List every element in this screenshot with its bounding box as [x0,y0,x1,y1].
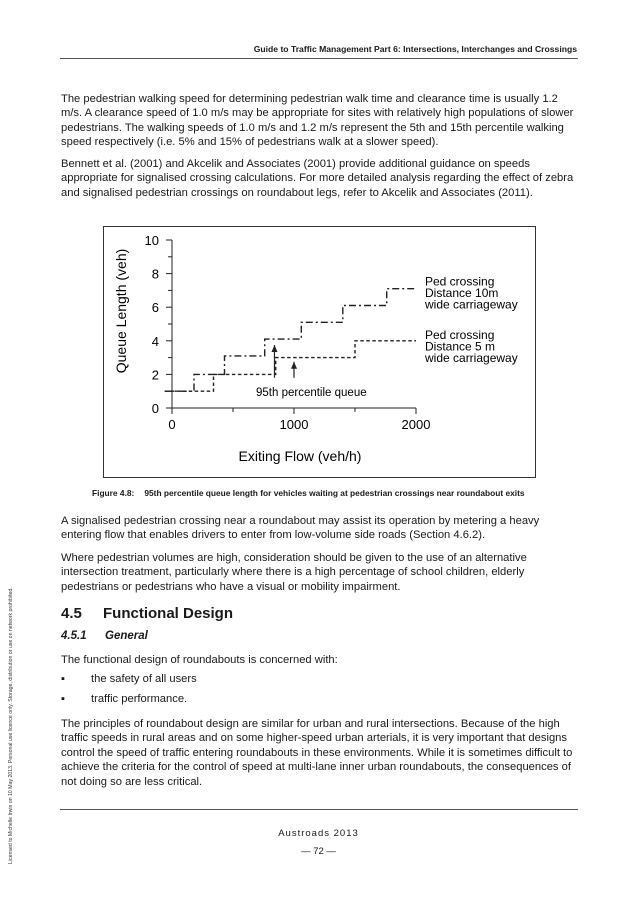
y-tick-label: 2 [151,367,159,383]
series-legend-label: Ped crossing [425,274,495,289]
paragraph-pedestrian-volumes: Where pedestrian volumes are high, consideration should be given to the use of an alternative intersection treatment, particularly where there is a high percentage of school children, elderly pedestrians or pedestrians who have a visual or mobility impairment. [61,552,527,593]
section-number: 4.5 [61,605,82,622]
bullet-marker: ▪ [61,693,65,705]
bullet-item [61,673,197,685]
x-tick-label: 2000 [401,417,431,432]
y-tick-label: 8 [151,266,159,282]
bullet-text: traffic performance. [91,693,188,705]
bullet-text: the safety of all users [91,673,197,685]
footer-org: Austroads 2013 [278,828,359,839]
paragraph-functional-intro: The functional design of roundabouts is concerned with: [61,654,338,666]
queue-annotation: 95th percentile queue [256,387,367,399]
x-axis-label: Exiting Flow (veh/h) [238,448,362,464]
annotation-arrowhead [291,362,297,369]
series-legend-label: Ped crossing [425,327,495,342]
paragraph-guidance: Bennett et al. (2001) and Akcelik and Associates (2001) provide additional guidance on speeds appropriate for signalised crossing calculations. For more detailed analysis regarding the effect of zebra and signalised pedestrian crossings on roundabout legs, refer to Akcelik and Associates (2011). [61,158,574,199]
y-tick-label: 10 [144,233,159,248]
subsection-heading [61,630,148,642]
y-tick-label: 6 [151,300,159,316]
queue-length-chart [104,227,535,477]
figure-caption [92,488,525,498]
x-tick-label: 1000 [279,417,309,432]
figure-frame [103,226,536,478]
header-divider [60,58,578,59]
bullet-item [61,693,187,705]
licence-watermark: Licensed to Michelle Irwin on 10 May 2013. Personal use licence only. Storage, distribution or use on network prohibited. [8,587,14,864]
x-tick-label: 0 [168,417,176,432]
series-legend-label: wide carriageway [425,350,518,365]
paragraph-design-principles: The principles of roundabout design are similar for urban and rural intersections. Because of the high traffic speeds in rural areas and on some higher-speed urban arterials, it is very important that designs control the speed of traffic entering roundabouts in these environments. While it is sometimes difficult to achieve the criteria for the control of speed at multi-lane inner urban roundabouts, the consequences of not doing so are less critical. [61,718,573,788]
y-tick-label: 4 [151,333,159,349]
page-number: — 72 — [301,846,336,857]
series-legend-label: Distance 10m [425,286,499,301]
annotation-arrowhead [271,345,277,352]
figure-number: Figure 4.8: [92,488,135,498]
running-header: Guide to Traffic Management Part 6: Intersections, Interchanges and Crossings [253,44,577,54]
series-legend-label: Distance 5 m [425,339,496,354]
footer-divider [60,809,578,810]
paragraph-signalised-crossing: A signalised pedestrian crossing near a roundabout may assist its operation by metering a heavy entering flow that enables drivers to enter from low-volume side roads (Section 4.6.2). [61,515,540,542]
subsection-number: 4.5.1 [61,630,87,642]
series-line [165,341,416,391]
section-title: Functional Design [103,605,234,622]
y-tick-label: 0 [151,401,159,416]
series-legend-label: wide carriageway [425,297,518,312]
figure-caption-text: 95th percentile queue length for vehicles waiting at pedestrian crossings near roundabout exits [144,488,525,498]
subsection-title: General [105,630,148,642]
series-line [165,289,416,392]
section-heading [61,605,233,622]
y-axis-label: Queue Length (veh) [113,248,129,374]
paragraph-walking-speed: The pedestrian walking speed for determining pedestrian walk time and clearance time is usually 1.2 m/s. A clearance speed of 1.0 m/s may be appropriate for sites with relatively high populations of slower pedestrians. The walking speeds of 1.0 m/s and 1.2 m/s represent the 5th and 15th percentile walking speed respectively (i.e. 5% and 15% of pedestrians walk at a slower speed). [61,93,574,149]
bullet-marker: ▪ [61,673,65,685]
